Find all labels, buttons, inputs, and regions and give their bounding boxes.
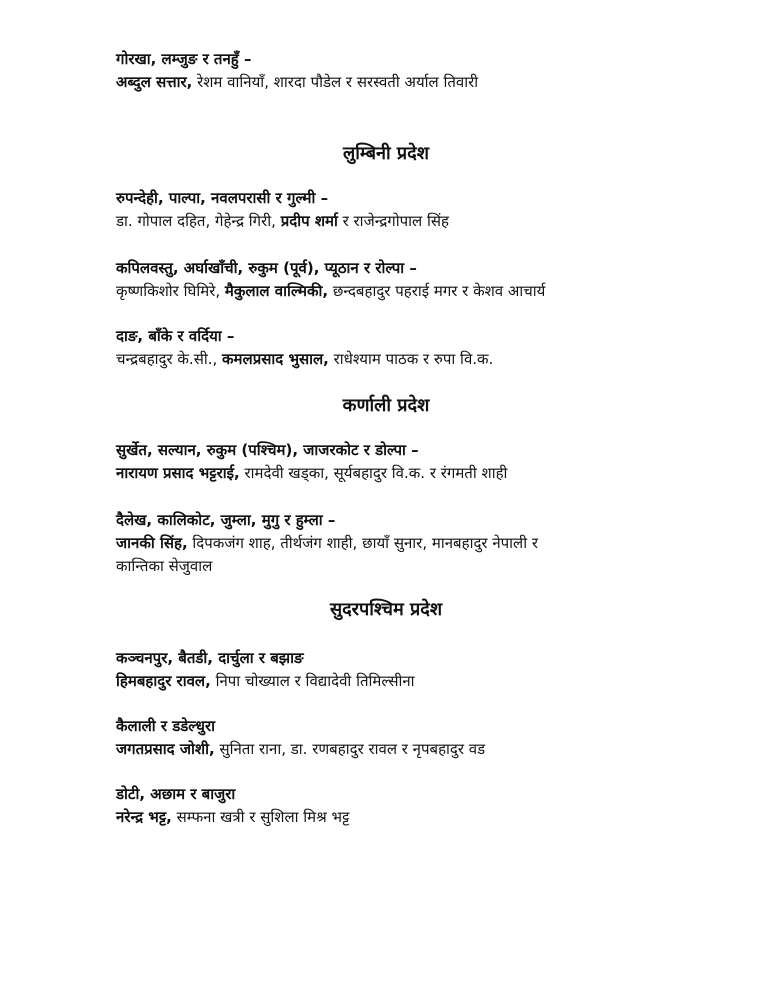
lead-name: कमलप्रसाद भुसाल, xyxy=(222,350,329,368)
lead-name: प्रदीप शर्मा xyxy=(280,212,338,230)
other-names: चन्द्रबहादुर के.सी., xyxy=(116,350,223,368)
member-line xyxy=(116,806,676,829)
other-names: राधेश्याम पाठक र रुपा वि.क. xyxy=(328,350,494,368)
lead-name: नारायण प्रसाद भट्टराई, xyxy=(116,464,240,482)
other-names: डा. गोपाल दहित, गेहेन्द्र गिरी, xyxy=(116,212,281,230)
section-title-lumbini: लुम्बिनी प्रदेश xyxy=(343,143,429,164)
district-block-surkhet xyxy=(116,439,676,485)
district-heading: कञ्चनपुर, बैतडी, दार्चुला र बझाङ xyxy=(116,649,304,667)
district-block-kailali xyxy=(116,715,676,761)
other-names: सुनिता राना, डा. रणबहादुर रावल र नृपबहादुर वड xyxy=(214,740,486,758)
lead-name: जगतप्रसाद जोशी, xyxy=(116,740,215,758)
lead-name: अब्दुल सत्तार, xyxy=(116,73,193,91)
district-heading: सुर्खेत, सल्यान, रुकुम (पश्चिम), जाजरकोट र डोल्पा – xyxy=(116,441,419,459)
section-title-karnali: कर्णाली प्रदेश xyxy=(342,395,430,416)
district-heading: डोटी, अछाम र बाजुरा xyxy=(116,785,236,803)
other-names: रेशम वानियाँ, शारदा पौडेल र सरस्वती अर्याल तिवारी xyxy=(192,73,479,91)
member-line xyxy=(116,280,676,303)
member-line xyxy=(116,462,676,485)
district-block-gorkha xyxy=(116,48,676,94)
district-block-dailekh xyxy=(116,509,676,578)
district-block-doti xyxy=(116,783,676,829)
district-block-kapilvastu xyxy=(116,257,676,303)
other-names: र राजेन्द्रगोपाल सिंह xyxy=(337,212,449,230)
district-heading: दाङ, बाँके र वर्दिया – xyxy=(116,327,235,345)
other-names: रामदेवी खड्का, सूर्यबहादुर वि.क. र रंगमती शाही xyxy=(239,464,508,482)
district-heading: कपिलवस्तु, अर्घाखाँची, रुकुम (पूर्व), प्यूठान र रोल्पा – xyxy=(116,259,417,277)
member-line xyxy=(116,210,676,233)
member-line xyxy=(116,532,676,555)
other-names: सम्फना खत्री र सुशिला मिश्र भट्ट xyxy=(171,808,350,826)
member-line xyxy=(116,555,676,578)
member-line xyxy=(116,348,676,371)
other-names: कृष्णकिशोर घिमिरे, xyxy=(116,282,225,300)
other-names: छन्दबहादुर पहराई मगर र केशव आचार्य xyxy=(328,282,546,300)
district-heading: रुपन्देही, पाल्पा, नवलपरासी र गुल्मी – xyxy=(116,189,329,207)
lead-name: मैकुलाल वाल्मिकी, xyxy=(224,282,329,300)
lead-name: नरेन्द्र भट्ट, xyxy=(116,808,172,826)
district-block-kanchanpur xyxy=(116,647,676,693)
member-line xyxy=(116,670,676,693)
lead-name: हिमबहादुर रावल, xyxy=(116,672,211,690)
district-block-rupandehi xyxy=(116,187,676,233)
district-block-dang xyxy=(116,325,676,371)
other-names: निपा चोख्याल र विद्यादेवी तिमिल्सीना xyxy=(210,672,415,690)
member-line xyxy=(116,71,676,94)
member-line xyxy=(116,738,676,761)
other-names: दिपकजंग शाह, तीर्थजंग शाही, छायाँ सुनार, मानबहादुर नेपाली र xyxy=(187,534,539,552)
other-names: कान्तिका सेजुवाल xyxy=(116,557,213,575)
district-heading: दैलेख, कालिकोट, जुम्ला, मुगु र हुम्ला – xyxy=(116,511,336,529)
district-heading: गोरखा, लम्जुङ र तनहुँ – xyxy=(116,50,252,68)
district-heading: कैलाली र डडेल्धुरा xyxy=(116,717,216,735)
section-title-sudurpashchim: सुदरपश्चिम प्रदेश xyxy=(329,599,443,620)
lead-name: जानकी सिंह, xyxy=(116,534,188,552)
